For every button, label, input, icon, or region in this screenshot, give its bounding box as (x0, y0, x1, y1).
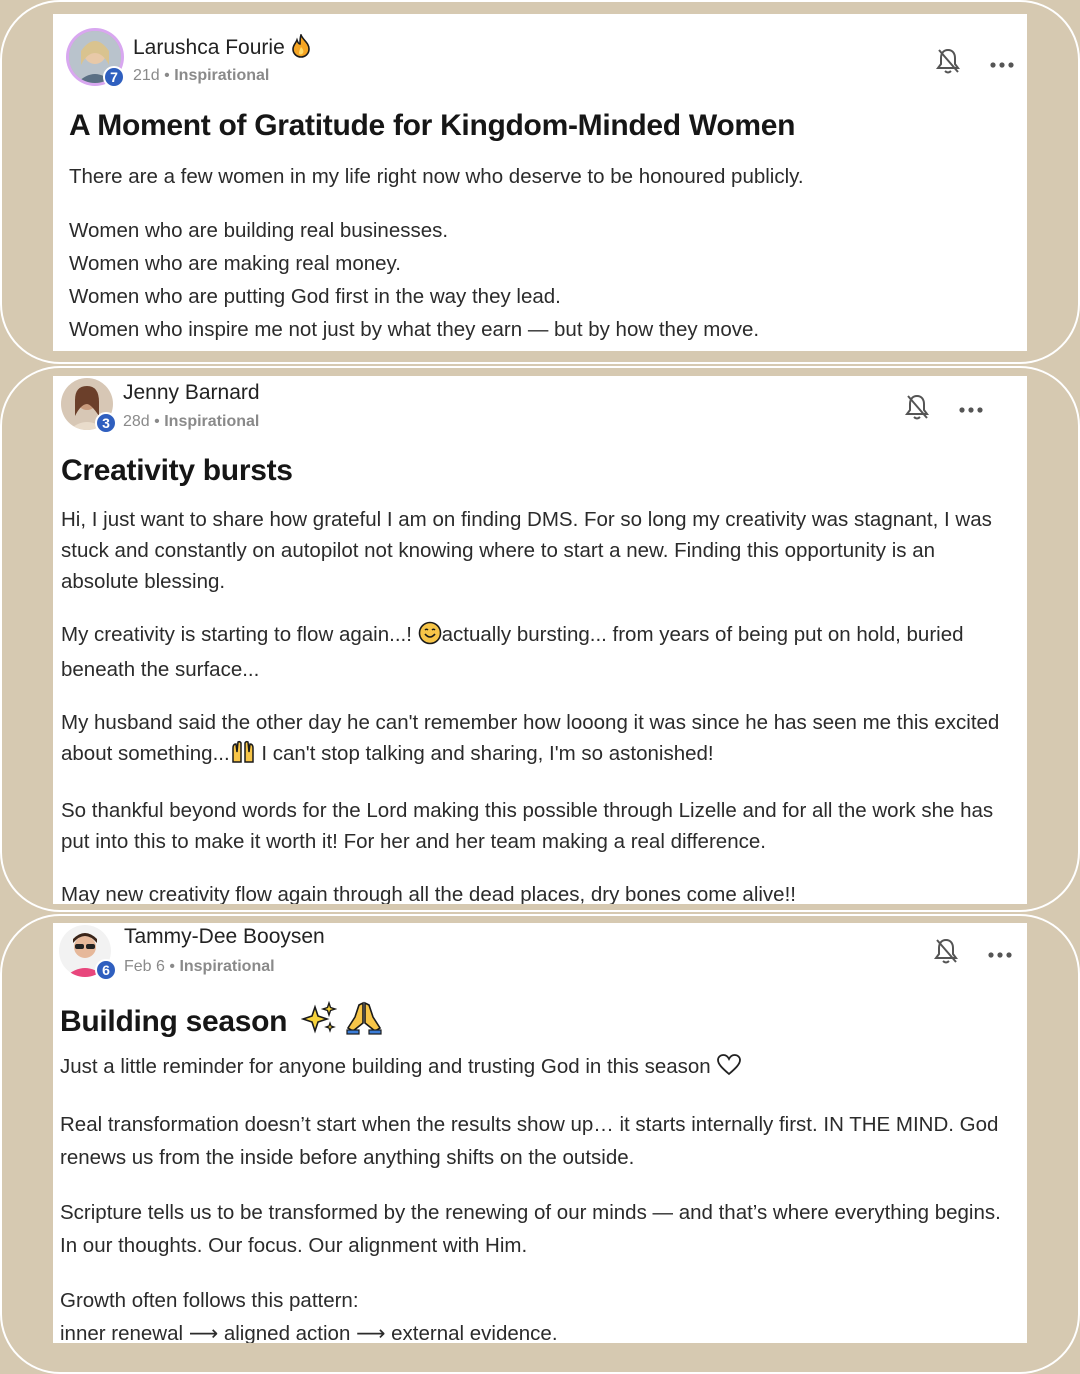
folded-hands-icon (345, 1001, 383, 1043)
more-options-icon[interactable] (987, 947, 1013, 957)
post-paragraph: Scripture tells us to be transformed by the renewing of our minds — and that’s where everything begins. In our thoughts. Our focus. Our alignment with Him. (60, 1201, 1001, 1257)
meta-separator: • (154, 413, 160, 430)
post-paragraph (61, 619, 1011, 685)
post-line: Women who are putting God first in the way they lead. (69, 285, 561, 308)
post-paragraph: inner renewal ⟶ aligned action ⟶ external evidence. (60, 1322, 558, 1343)
post-title-text: Building season (60, 1005, 288, 1038)
post-paragraph (61, 707, 1011, 773)
post-paragraph: There are a few women in my life right now who deserve to be honoured publicly. (69, 165, 804, 188)
post-paragraph: So thankful beyond words for the Lord making this possible through Lizelle and for all the work she has put into this to make it worth it! For her and her team making a real difference. (61, 799, 994, 853)
post-meta (123, 413, 259, 431)
post-meta (133, 67, 269, 85)
mute-bell-icon[interactable] (904, 393, 930, 421)
post-age: 21d (133, 67, 160, 84)
level-badge: 3 (95, 412, 117, 434)
post-line: Women who are building real businesses. (69, 219, 449, 242)
post-paragraph: Hi, I just want to share how grateful I am on finding DMS. For so long my creativity was stagnant, I was stuck and constantly on autopilot not knowing where to start a new. Finding this opportunity is an absolute blessing. (61, 508, 992, 593)
heart-icon (716, 1053, 742, 1086)
level-badge: 6 (95, 959, 117, 981)
post-paragraph (60, 1051, 1015, 1086)
post-meta (124, 958, 275, 976)
post-body (61, 504, 1011, 904)
fire-icon (291, 34, 311, 64)
grinning-face-icon (418, 621, 442, 654)
post-text: Just a little reminder for anyone building and trusting God in this season (60, 1055, 711, 1078)
post-text: I can't stop talking and sharing, I'm so astonished! (255, 742, 714, 765)
mute-bell-icon[interactable] (933, 937, 959, 965)
post-text: actually bursting... from years of being put on hold, buried beneath the surface... (61, 623, 964, 681)
post-age: 28d (123, 413, 150, 430)
post-card-3[interactable] (53, 923, 1027, 1343)
post-paragraph: May new creativity flow again through all the dead places, dry bones come alive!! (61, 883, 796, 904)
more-options-icon[interactable] (989, 57, 1015, 67)
post-category[interactable]: Inspirational (164, 413, 260, 430)
post-text: My creativity is starting to flow again...! (61, 623, 412, 646)
meta-separator: • (164, 67, 170, 84)
author-name[interactable]: Tammy-Dee Booysen (124, 925, 325, 948)
post-body (60, 1051, 1015, 1343)
sparkles-icon (301, 1001, 337, 1043)
post-body (69, 161, 1009, 346)
meta-separator: • (169, 958, 175, 975)
post-card-1[interactable] (53, 14, 1027, 351)
level-badge: 7 (103, 66, 125, 88)
author-name[interactable]: Jenny Barnard (123, 381, 260, 404)
post-line: Women who inspire me not just by what they earn — but by how they move. (69, 318, 760, 341)
author-name[interactable] (133, 34, 311, 64)
more-options-icon[interactable] (958, 402, 984, 412)
post-text: My husband said the other day he can't remember how looong it was since he has seen me this excited about something... (61, 711, 1000, 765)
post-line: Women who are making real money. (69, 252, 401, 275)
author-name-text: Larushca Fourie (133, 36, 285, 59)
post-category[interactable]: Inspirational (174, 67, 270, 84)
post-age: Feb 6 (124, 958, 165, 975)
post-paragraph: Growth often follows this pattern: (60, 1289, 359, 1312)
post-paragraph: Real transformation doesn’t start when the results show up… it starts internally first. IN THE MIND. God renews us from the inside before anything shifts on the outside. (60, 1113, 999, 1169)
post-card-2[interactable] (53, 376, 1027, 904)
post-title[interactable]: Creativity bursts (61, 454, 293, 487)
raising-hands-icon (230, 740, 256, 773)
mute-bell-icon[interactable] (935, 47, 961, 75)
post-title[interactable]: A Moment of Gratitude for Kingdom-Minded Women (69, 109, 796, 142)
post-title[interactable] (60, 1001, 383, 1043)
post-category[interactable]: Inspirational (179, 958, 275, 975)
